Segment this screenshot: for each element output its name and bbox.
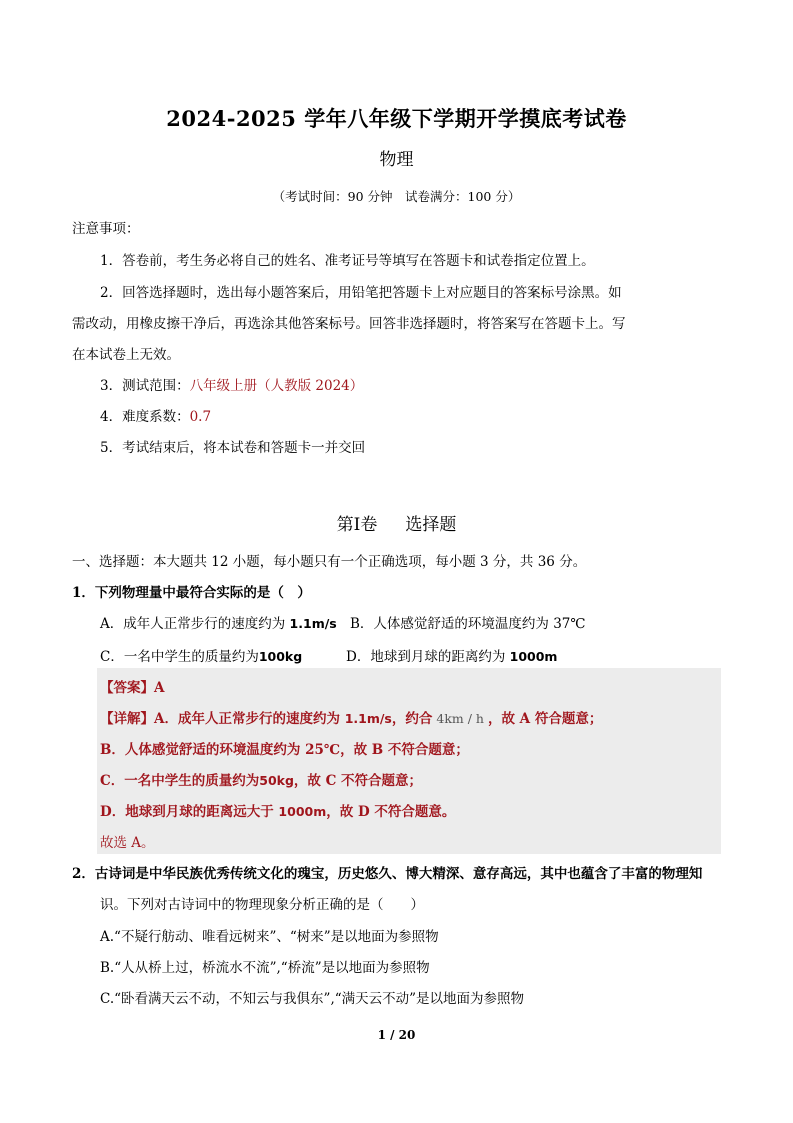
- q1-detail-c: [100, 769, 422, 789]
- exam-meta: （考试时间：90 分钟 试卷满分：100 分）: [272, 189, 521, 204]
- q1-option-c-value: 100kg: [258, 649, 303, 664]
- q1-detail-label: 【详解】: [100, 711, 154, 727]
- section-title-part-1: 第Ⅰ卷: [336, 515, 378, 535]
- notice-item-3-prefix: 3．测试范围：: [100, 378, 190, 394]
- section-title-part-2: 选择题: [405, 515, 457, 535]
- q1-answer: 【答案】A: [100, 680, 165, 696]
- q2-stem-line-2: 识。下列对古诗词中的物理现象分析正确的是（ ）: [100, 897, 424, 913]
- notice-item-3: [100, 374, 363, 394]
- notice-heading: 注意事项：: [72, 221, 140, 237]
- q1-option-d: [346, 645, 557, 665]
- q2-stem-line-1: 2．古诗词是中华民族优秀传统文化的瑰宝，历史悠久、博大精深、意存高远，其中也蕴含了丰富的物理知: [72, 866, 703, 882]
- notice-item-4-prefix: 4．难度系数：: [100, 409, 190, 425]
- page-number: 1 / 20: [377, 1028, 416, 1042]
- q1-option-c: [100, 645, 302, 665]
- page-title: 2024-2025 学年八年级下学期开学摸底考试卷: [166, 106, 627, 131]
- q2-option-a: A.“不疑行舫动、唯看远树来”、“树来”是以地面为参照物: [100, 929, 439, 945]
- notice-item-5: 5．考试结束后，将本试卷和答题卡一并交回: [100, 440, 366, 456]
- q1-detail-d: [100, 800, 455, 820]
- q1-detail-c-text: C．一名中学生的质量约为: [100, 773, 260, 789]
- q1-detail-a-text-3: ，故 A 符合题意；: [487, 711, 603, 727]
- q1-conclusion: 故选 A。: [100, 835, 155, 851]
- q1-detail-b: B．人体感觉舒适的环境温度约为 25℃，故 B 不符合题意；: [100, 742, 469, 758]
- q2-option-b: B.“人从桥上过，桥流水不流”,“桥流”是以地面为参照物: [100, 960, 430, 976]
- section-instruction: 一、选择题：本大题共 12 小题，每小题只有一个正确选项，每小题 3 分，共 36 分。: [72, 554, 587, 570]
- q1-option-a: [100, 612, 337, 632]
- test-scope-value: 八年级上册（人教版 2024）: [189, 378, 364, 394]
- answer-shaded-panel: [97, 668, 721, 854]
- q1-detail-a-unit: 4km / h: [436, 711, 484, 726]
- q1-detail-a: [100, 707, 602, 727]
- q1-detail-a-value: 1.1m/s: [344, 711, 392, 726]
- notice-item-2-line-1: 2．回答选择题时，选出每小题答案后，用铅笔把答题卡上对应题目的答案标号涂黑。如: [100, 285, 622, 301]
- q1-detail-d-text: D．地球到月球的距离远大于: [100, 804, 279, 820]
- q1-option-a-text: A．成年人正常步行的速度约为: [100, 616, 290, 632]
- q1-detail-d-text-2: ，故 D 不符合题意。: [326, 804, 456, 820]
- q1-option-d-text: D．地球到月球的距离约为: [346, 649, 510, 665]
- q1-detail-c-value: 50kg: [259, 773, 294, 788]
- q1-detail-a-text-2: ，约合: [391, 711, 433, 727]
- notice-item-4: [100, 405, 211, 425]
- notice-item-2-line-2: 需改动，用橡皮擦干净后，再选涂其他答案标号。回答非选择题时，将答案写在答题卡上。写: [72, 316, 626, 332]
- q1-detail-a-text: A．成年人正常步行的速度约为: [154, 711, 345, 727]
- notice-item-2-line-3: 在本试卷上无效。: [72, 347, 180, 363]
- subject-title: 物理: [379, 150, 414, 170]
- notice-item-1: 1．答卷前，考生务必将自己的姓名、准考证号等填写在答题卡和试卷指定位置上。: [100, 253, 595, 269]
- q2-option-c: C.“卧看满天云不动，不知云与我俱东”,“满天云不动”是以地面为参照物: [100, 991, 525, 1007]
- q1-option-c-text: C．一名中学生的质量约为: [100, 649, 259, 665]
- q1-stem: 1．下列物理量中最符合实际的是（ ）: [72, 585, 311, 601]
- section-title: [0, 510, 793, 535]
- q1-option-d-value: 1000m: [509, 649, 558, 664]
- q1-detail-d-value: 1000m: [278, 804, 327, 819]
- difficulty-value: 0.7: [189, 409, 212, 425]
- q1-option-a-value: 1.1m/s: [289, 616, 337, 631]
- q1-option-b: B．人体感觉舒适的环境温度约为 37℃: [350, 616, 586, 632]
- q1-detail-c-text-2: ，故 C 不符合题意；: [293, 773, 423, 789]
